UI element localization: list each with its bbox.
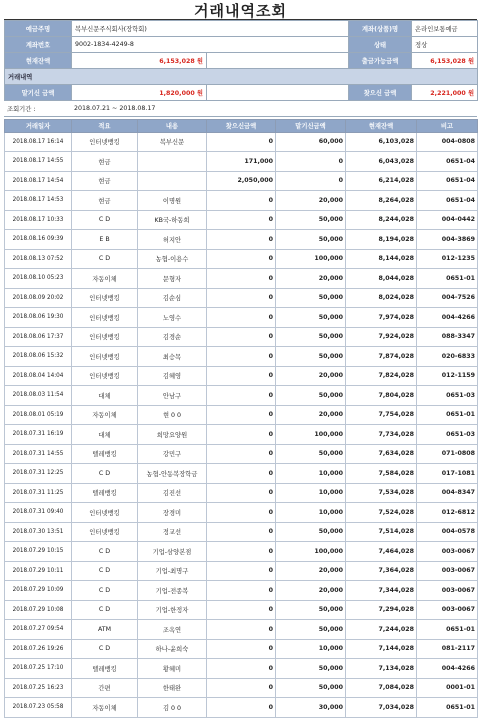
tx-deposit: 20,000 <box>276 366 346 386</box>
tx-balance: 8,264,028 <box>346 191 417 211</box>
tx-withdrawal: 0 <box>207 600 276 620</box>
tx-date: 2018.07.29 10:11 <box>5 561 72 581</box>
table-row <box>5 366 478 386</box>
header-deposit: 맡기신금액 <box>276 119 346 132</box>
balance-value: 6,153,028 원 <box>72 53 207 69</box>
tx-date: 2018.07.31 11:25 <box>5 483 72 503</box>
tx-note: 0651-01 <box>417 620 478 640</box>
table-row <box>5 347 478 367</box>
tx-balance: 7,134,028 <box>346 659 417 679</box>
tx-balance: 7,344,028 <box>346 581 417 601</box>
tx-deposit: 0 <box>276 152 346 172</box>
tx-balance: 7,034,028 <box>346 698 417 718</box>
tx-note: 003-0067 <box>417 581 478 601</box>
tx-date: 2018.07.23 05:58 <box>5 698 72 718</box>
table-row <box>5 269 478 289</box>
tx-content: 김경순 <box>138 327 207 347</box>
tx-balance: 7,824,028 <box>346 366 417 386</box>
table-row <box>5 659 478 679</box>
tx-date: 2018.07.30 13:51 <box>5 522 72 542</box>
tx-note: 003-0067 <box>417 542 478 562</box>
tx-date: 2018.07.29 10:08 <box>5 600 72 620</box>
tx-withdrawal: 0 <box>207 678 276 698</box>
tx-withdrawal: 171,000 <box>207 152 276 172</box>
tx-content: 김 0 0 <box>138 698 207 718</box>
transaction-inquiry-page <box>4 2 477 718</box>
tx-withdrawal: 0 <box>207 308 276 328</box>
tx-summary: 현금 <box>72 191 138 211</box>
tx-content: 농협-이용수 <box>138 249 207 269</box>
table-row <box>5 542 478 562</box>
tx-date: 2018.07.31 09:40 <box>5 503 72 523</box>
tx-balance: 7,754,028 <box>346 405 417 425</box>
tx-deposit: 30,000 <box>276 698 346 718</box>
tx-date: 2018.08.03 11:54 <box>5 386 72 406</box>
table-row <box>5 464 478 484</box>
tx-date: 2018.08.17 10:33 <box>5 210 72 230</box>
tx-deposit: 50,000 <box>276 600 346 620</box>
tx-note: 088-3347 <box>417 327 478 347</box>
tx-deposit: 20,000 <box>276 561 346 581</box>
tx-date: 2018.07.25 17:10 <box>5 659 72 679</box>
transactions-table <box>4 119 478 718</box>
tx-balance: 7,244,028 <box>346 620 417 640</box>
tx-deposit: 50,000 <box>276 210 346 230</box>
tx-withdrawal: 0 <box>207 249 276 269</box>
table-row <box>5 288 478 308</box>
tx-date: 2018.07.29 10:15 <box>5 542 72 562</box>
account-no-value: 9002-1834-4249-8 <box>72 37 349 53</box>
tx-deposit: 100,000 <box>276 542 346 562</box>
header-content: 내용 <box>138 119 207 132</box>
tx-balance: 7,514,028 <box>346 522 417 542</box>
tx-summary: 인터넷뱅킹 <box>72 132 138 152</box>
tx-balance: 6,043,028 <box>346 152 417 172</box>
tx-note: 004-4266 <box>417 308 478 328</box>
tx-content: KB국-하동희 <box>138 210 207 230</box>
tx-note: 0651-01 <box>417 269 478 289</box>
page-title: 거래내역조회 <box>4 2 477 20</box>
tx-deposit: 50,000 <box>276 620 346 640</box>
tx-balance: 7,534,028 <box>346 483 417 503</box>
tx-summary: 자동이체 <box>72 405 138 425</box>
tx-balance: 8,244,028 <box>346 210 417 230</box>
tx-deposit: 50,000 <box>276 386 346 406</box>
tx-withdrawal: 0 <box>207 327 276 347</box>
tx-summary: 간편 <box>72 678 138 698</box>
tx-withdrawal: 0 <box>207 503 276 523</box>
transactions-body <box>5 132 478 717</box>
tx-date: 2018.08.06 19:30 <box>5 308 72 328</box>
tx-deposit: 60,000 <box>276 132 346 152</box>
tx-content: 김순심 <box>138 288 207 308</box>
tx-date: 2018.07.27 09:54 <box>5 620 72 640</box>
tx-summary: 인터넷뱅킹 <box>72 503 138 523</box>
tx-note: 0651-04 <box>417 191 478 211</box>
tx-balance: 7,974,028 <box>346 308 417 328</box>
product-value: 온라인보통예금 <box>412 21 478 37</box>
tx-date: 2018.08.17 14:55 <box>5 152 72 172</box>
tx-deposit: 50,000 <box>276 347 346 367</box>
tx-note: 0651-03 <box>417 386 478 406</box>
table-row <box>5 620 478 640</box>
table-row <box>5 230 478 250</box>
tx-summary: 텔레뱅킹 <box>72 444 138 464</box>
tx-note: 0651-01 <box>417 405 478 425</box>
tx-date: 2018.07.29 10:09 <box>5 581 72 601</box>
tx-balance: 7,584,028 <box>346 464 417 484</box>
withdrawn-value: 1,820,000 원 <box>72 85 207 101</box>
tx-summary: C D <box>72 249 138 269</box>
tx-summary: 텔레뱅킹 <box>72 659 138 679</box>
tx-content: 기업-최명구 <box>138 561 207 581</box>
tx-note: 004-4266 <box>417 659 478 679</box>
tx-note: 004-3869 <box>417 230 478 250</box>
table-row <box>5 678 478 698</box>
tx-summary: C D <box>72 464 138 484</box>
tx-balance: 6,214,028 <box>346 171 417 191</box>
table-row <box>5 249 478 269</box>
table-row <box>5 561 478 581</box>
tx-date: 2018.08.10 05:23 <box>5 269 72 289</box>
tx-withdrawal: 0 <box>207 639 276 659</box>
tx-note: 017-1081 <box>417 464 478 484</box>
tx-deposit: 10,000 <box>276 483 346 503</box>
tx-summary: 인터넷뱅킹 <box>72 308 138 328</box>
available-label: 출금가능금액 <box>349 53 412 69</box>
table-row <box>5 698 478 718</box>
tx-date: 2018.08.09 20:02 <box>5 288 72 308</box>
tx-deposit: 0 <box>276 171 346 191</box>
withdrawn-label: 맡기신 금액 <box>5 85 72 101</box>
tx-content: 장경미 <box>138 503 207 523</box>
tx-deposit: 10,000 <box>276 503 346 523</box>
tx-balance: 7,084,028 <box>346 678 417 698</box>
tx-note: 003-0067 <box>417 561 478 581</box>
tx-withdrawal: 0 <box>207 386 276 406</box>
tx-deposit: 100,000 <box>276 249 346 269</box>
holder-label: 예금주명 <box>5 21 72 37</box>
tx-withdrawal: 0 <box>207 269 276 289</box>
tx-note: 0651-01 <box>417 698 478 718</box>
tx-withdrawal: 0 <box>207 132 276 152</box>
tx-note: 004-8347 <box>417 483 478 503</box>
tx-content: 강민구 <box>138 444 207 464</box>
table-row <box>5 639 478 659</box>
tx-deposit: 20,000 <box>276 269 346 289</box>
header-summary: 적요 <box>72 119 138 132</box>
tx-summary: ATM <box>72 620 138 640</box>
tx-content: 현 0 0 <box>138 405 207 425</box>
tx-summary: 인터넷뱅킹 <box>72 522 138 542</box>
tx-summary: 인터넷뱅킹 <box>72 347 138 367</box>
tx-summary: C D <box>72 600 138 620</box>
tx-note: 012-1159 <box>417 366 478 386</box>
tx-withdrawal: 0 <box>207 698 276 718</box>
tx-note: 0651-04 <box>417 152 478 172</box>
tx-content: 황혜미 <box>138 659 207 679</box>
tx-content: 한태완 <box>138 678 207 698</box>
tx-note: 0001-01 <box>417 678 478 698</box>
tx-content: 노영수 <box>138 308 207 328</box>
tx-summary: C D <box>72 210 138 230</box>
product-label: 계좌(상품)명 <box>349 21 412 37</box>
tx-balance: 7,294,028 <box>346 600 417 620</box>
tx-withdrawal: 0 <box>207 620 276 640</box>
tx-withdrawal: 0 <box>207 522 276 542</box>
tx-withdrawal: 0 <box>207 581 276 601</box>
account-info-table <box>4 20 478 101</box>
tx-date: 2018.07.26 19:26 <box>5 639 72 659</box>
tx-content: 하나-윤희숙 <box>138 639 207 659</box>
status-label: 상태 <box>349 37 412 53</box>
table-row <box>5 405 478 425</box>
table-row <box>5 503 478 523</box>
tx-content: 조옥연 <box>138 620 207 640</box>
table-row <box>5 327 478 347</box>
tx-summary: 자동이체 <box>72 698 138 718</box>
tx-balance: 7,804,028 <box>346 386 417 406</box>
tx-deposit: 20,000 <box>276 581 346 601</box>
tx-summary: 인터넷뱅킹 <box>72 366 138 386</box>
tx-withdrawal: 0 <box>207 561 276 581</box>
tx-summary: 인터넷뱅킹 <box>72 327 138 347</box>
tx-withdrawal: 0 <box>207 191 276 211</box>
tx-note: 003-0067 <box>417 600 478 620</box>
tx-date: 2018.08.17 14:54 <box>5 171 72 191</box>
tx-withdrawal: 0 <box>207 347 276 367</box>
tx-deposit: 50,000 <box>276 230 346 250</box>
table-row <box>5 210 478 230</box>
tx-summary: 자동이체 <box>72 269 138 289</box>
tx-content: 정교선 <box>138 522 207 542</box>
tx-balance: 8,044,028 <box>346 269 417 289</box>
tx-summary: 대체 <box>72 386 138 406</box>
tx-withdrawal: 0 <box>207 425 276 445</box>
tx-withdrawal: 0 <box>207 464 276 484</box>
account-no-label: 계좌번호 <box>5 37 72 53</box>
tx-deposit: 50,000 <box>276 288 346 308</box>
tx-deposit: 50,000 <box>276 327 346 347</box>
tx-summary: C D <box>72 581 138 601</box>
tx-deposit: 10,000 <box>276 464 346 484</box>
tx-content: 김진선 <box>138 483 207 503</box>
tx-deposit: 50,000 <box>276 308 346 328</box>
tx-deposit: 50,000 <box>276 678 346 698</box>
header-date: 거래일자 <box>5 119 72 132</box>
tx-summary: 인터넷뱅킹 <box>72 288 138 308</box>
tx-deposit: 20,000 <box>276 405 346 425</box>
header-note: 비고 <box>417 119 478 132</box>
tx-content: 기업-한정자 <box>138 600 207 620</box>
tx-summary: C D <box>72 542 138 562</box>
tx-withdrawal: 0 <box>207 483 276 503</box>
tx-content: 최승목 <box>138 347 207 367</box>
table-row <box>5 152 478 172</box>
table-row <box>5 522 478 542</box>
tx-deposit: 10,000 <box>276 639 346 659</box>
tx-withdrawal: 0 <box>207 366 276 386</box>
tx-balance: 8,144,028 <box>346 249 417 269</box>
tx-deposit: 50,000 <box>276 659 346 679</box>
table-row <box>5 444 478 464</box>
available-value: 6,153,028 원 <box>412 53 478 69</box>
tx-date: 2018.07.31 12:25 <box>5 464 72 484</box>
tx-withdrawal: 2,050,000 <box>207 171 276 191</box>
tx-deposit: 100,000 <box>276 425 346 445</box>
status-value: 정상 <box>412 37 478 53</box>
tx-balance: 7,634,028 <box>346 444 417 464</box>
tx-note: 012-1235 <box>417 249 478 269</box>
tx-note: 0651-03 <box>417 425 478 445</box>
tx-note: 004-0442 <box>417 210 478 230</box>
table-header-row <box>5 119 478 132</box>
table-row <box>5 425 478 445</box>
tx-date: 2018.08.13 07:52 <box>5 249 72 269</box>
table-row <box>5 483 478 503</box>
tx-content: 기업-삼양본점 <box>138 542 207 562</box>
tx-note: 081-2117 <box>417 639 478 659</box>
tx-content: 이명원 <box>138 191 207 211</box>
tx-date: 2018.08.17 16:14 <box>5 132 72 152</box>
tx-note: 020-6833 <box>417 347 478 367</box>
period-row <box>4 101 477 117</box>
tx-date: 2018.08.04 14:04 <box>5 366 72 386</box>
tx-note: 071-0808 <box>417 444 478 464</box>
tx-balance: 7,924,028 <box>346 327 417 347</box>
tx-date: 2018.07.25 16:23 <box>5 678 72 698</box>
tx-balance: 8,024,028 <box>346 288 417 308</box>
tx-date: 2018.08.06 15:32 <box>5 347 72 367</box>
tx-withdrawal: 0 <box>207 288 276 308</box>
tx-withdrawal: 0 <box>207 230 276 250</box>
tx-balance: 7,144,028 <box>346 639 417 659</box>
tx-balance: 8,194,028 <box>346 230 417 250</box>
tx-withdrawal: 0 <box>207 405 276 425</box>
tx-content <box>138 152 207 172</box>
balance-label: 현재잔액 <box>5 53 72 69</box>
tx-note: 004-0578 <box>417 522 478 542</box>
tx-balance: 7,464,028 <box>346 542 417 562</box>
header-balance: 현재잔액 <box>346 119 417 132</box>
tx-date: 2018.08.01 05:19 <box>5 405 72 425</box>
tx-content: 희망요양원 <box>138 425 207 445</box>
tx-summary: 현금 <box>72 171 138 191</box>
tx-deposit: 20,000 <box>276 191 346 211</box>
tx-note: 0651-04 <box>417 171 478 191</box>
tx-content: 안남구 <box>138 386 207 406</box>
table-row <box>5 600 478 620</box>
tx-withdrawal: 0 <box>207 542 276 562</box>
tx-date: 2018.07.31 14:55 <box>5 444 72 464</box>
tx-balance: 6,103,028 <box>346 132 417 152</box>
tx-content: 김혜영 <box>138 366 207 386</box>
tx-note: 004-0808 <box>417 132 478 152</box>
tx-summary: 대체 <box>72 425 138 445</box>
period-value: 2018.07.21 ~ 2018.08.17 <box>71 101 477 116</box>
tx-summary: E B <box>72 230 138 250</box>
table-row <box>5 191 478 211</box>
tx-balance: 7,524,028 <box>346 503 417 523</box>
tx-balance: 7,874,028 <box>346 347 417 367</box>
period-label: 조회기간 : <box>4 101 71 116</box>
tx-balance: 7,734,028 <box>346 425 417 445</box>
tx-content: 복부신문 <box>138 132 207 152</box>
tx-balance: 7,364,028 <box>346 561 417 581</box>
tx-summary: C D <box>72 639 138 659</box>
tx-withdrawal: 0 <box>207 444 276 464</box>
deposited-value: 2,221,000 원 <box>412 85 478 101</box>
table-row <box>5 581 478 601</box>
tx-content: 문형자 <box>138 269 207 289</box>
tx-withdrawal: 0 <box>207 210 276 230</box>
tx-deposit: 50,000 <box>276 444 346 464</box>
tx-content: 허지안 <box>138 230 207 250</box>
tx-content: 농협-안동복장학금 <box>138 464 207 484</box>
tx-summary: 텔레뱅킹 <box>72 483 138 503</box>
tx-date: 2018.08.16 09:39 <box>5 230 72 250</box>
header-withdrawal: 찾으신금액 <box>207 119 276 132</box>
tx-date: 2018.08.17 14:53 <box>5 191 72 211</box>
deposited-label: 찾으신 금액 <box>349 85 412 101</box>
tx-summary: C D <box>72 561 138 581</box>
tx-withdrawal: 0 <box>207 659 276 679</box>
tx-deposit: 50,000 <box>276 522 346 542</box>
table-row <box>5 308 478 328</box>
tx-note: 004-7526 <box>417 288 478 308</box>
table-row <box>5 171 478 191</box>
section-label: 거래내역 <box>5 69 478 85</box>
table-row <box>5 386 478 406</box>
tx-content: 기업-전종복 <box>138 581 207 601</box>
tx-summary: 현금 <box>72 152 138 172</box>
tx-content <box>138 171 207 191</box>
tx-note: 012-6812 <box>417 503 478 523</box>
tx-date: 2018.07.31 16:19 <box>5 425 72 445</box>
tx-date: 2018.08.06 17:37 <box>5 327 72 347</box>
table-row <box>5 132 478 152</box>
holder-value: 복부신문주식회사(장학회) <box>72 21 349 37</box>
